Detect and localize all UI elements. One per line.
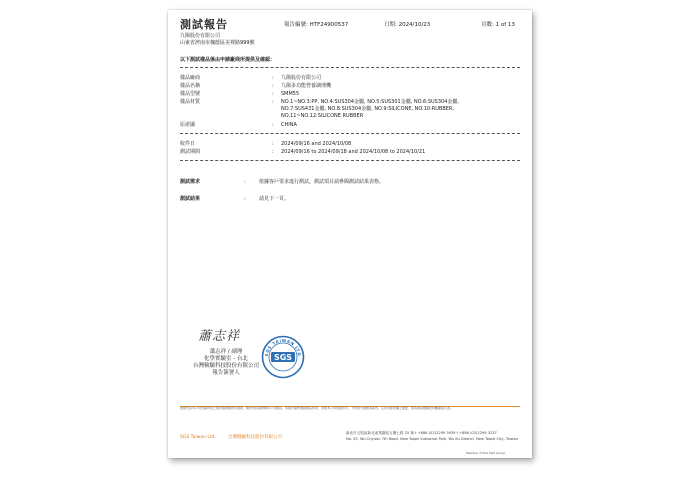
sample-row-value: CHINA bbox=[281, 122, 297, 128]
stamp-logo-text: SGS bbox=[273, 353, 293, 362]
sample-row-label: 原產國 bbox=[180, 122, 196, 128]
sample-row-value: 九陽多功能營養調理機 bbox=[281, 83, 332, 89]
colon: : bbox=[272, 149, 274, 155]
date-row-value: 2024/09/16 and 2024/10/08 bbox=[281, 141, 352, 147]
report-title: 測試報告 bbox=[180, 18, 228, 31]
report-number: 報告編號: HTF24900537 bbox=[284, 22, 349, 28]
test-result-value: 請見下一頁。 bbox=[259, 196, 290, 202]
footer-brand-cn: 台灣檢驗科技股份有限公司 bbox=[228, 435, 282, 440]
date-row-value: 2024/09/16 to 2024/09/18 and 2024/10/08 to 2024/10/21 bbox=[281, 149, 426, 155]
signatory-name: 蕭志祥 / 副理 bbox=[209, 349, 243, 355]
colon: : bbox=[272, 99, 274, 105]
colon: : bbox=[272, 91, 274, 97]
colon: : bbox=[272, 83, 274, 89]
sample-row-value: NO.7:SUS431金屬, NO.8:SUS304金屬, NO.9:SILICONE, NO.10:RUBBER, bbox=[281, 106, 454, 112]
sgs-stamp-icon bbox=[261, 335, 305, 379]
test-request-value: 依據客戶要求進行測試，測試項目請參閱測試結果表格。 bbox=[259, 179, 385, 185]
report-date: 日期: 2024/10/23 bbox=[384, 22, 431, 28]
sample-row-value: 九陽股份有限公司 bbox=[281, 75, 322, 81]
sample-row-value: SMM55 bbox=[281, 91, 300, 97]
sample-row-value: NO.11~NO.12:SILICONE RUBBER bbox=[281, 113, 364, 119]
colon: : bbox=[272, 75, 274, 81]
sample-row-label: 樣品廠商 bbox=[180, 75, 201, 81]
page-count: 頁數: 1 of 13 bbox=[481, 22, 515, 28]
legal-disclaimer: 此報告係本公司依據所附之通用服務條款所簽發，條款內容請參閱本公司網站。本報告僅對測試樣品負責，未經本公司書面許可，不得部分複製本報告。任何未經授權之變更、偽造或虛假陳述均屬違法行為。 bbox=[180, 406, 454, 410]
sample-row-value: NO.1~NO.3:PP, NO.4:SUS304金屬, NO.5:SUS301金屬, NO.6:SUS304金屬, bbox=[281, 99, 459, 105]
sample-intro: 以下測試樣品係由申請廠商所提供及確認： bbox=[180, 57, 276, 63]
handwritten-signature: 蕭志祥 bbox=[198, 329, 241, 344]
date-row-label: 收件日 bbox=[180, 141, 196, 147]
date-row-label: 測試期間 bbox=[180, 149, 201, 155]
section-divider bbox=[180, 67, 520, 68]
stamp-ring-text: SGS TAIWAN LTD bbox=[263, 337, 303, 357]
report-page bbox=[168, 10, 532, 458]
colon: : bbox=[272, 141, 274, 147]
section-divider bbox=[180, 160, 520, 161]
test-request-label: 測試需求 bbox=[180, 179, 201, 185]
sample-row-label: 樣品型號 bbox=[180, 91, 201, 97]
footer-member: Member of the SGS Group bbox=[466, 451, 506, 455]
colon: : bbox=[244, 196, 246, 202]
sample-row-label: 樣品材質 bbox=[180, 99, 201, 105]
section-divider bbox=[180, 133, 520, 134]
client-company: 九陽股份有限公司 bbox=[180, 33, 221, 39]
signatory-dept: 化學實驗室 - 台北 bbox=[204, 356, 248, 362]
footer-brand: SGS Taiwan Ltd. bbox=[180, 435, 216, 440]
client-address: 山東省濟南市槐蔭區美裡路999號 bbox=[180, 40, 255, 46]
signatory-company: 台灣檢驗科技股份有限公司 bbox=[192, 363, 259, 369]
colon: : bbox=[244, 179, 246, 185]
test-result-label: 測試結果 bbox=[180, 196, 201, 202]
footer-address-en: No. 25, Wu Chyuan 7th Road, New Taipei Industrial Park, Wu Ku District, New Taipei City, Taiwan bbox=[346, 437, 519, 441]
sample-row-label: 樣品名稱 bbox=[180, 83, 201, 89]
colon: : bbox=[272, 122, 274, 128]
footer-address-cn: 新北市五股區新北產業園區五權七路 25 號 t +886 (02)2299 3939 f +886 (02)2299 3237 bbox=[346, 431, 497, 435]
signatory-role: 報告簽署人 bbox=[212, 370, 240, 376]
